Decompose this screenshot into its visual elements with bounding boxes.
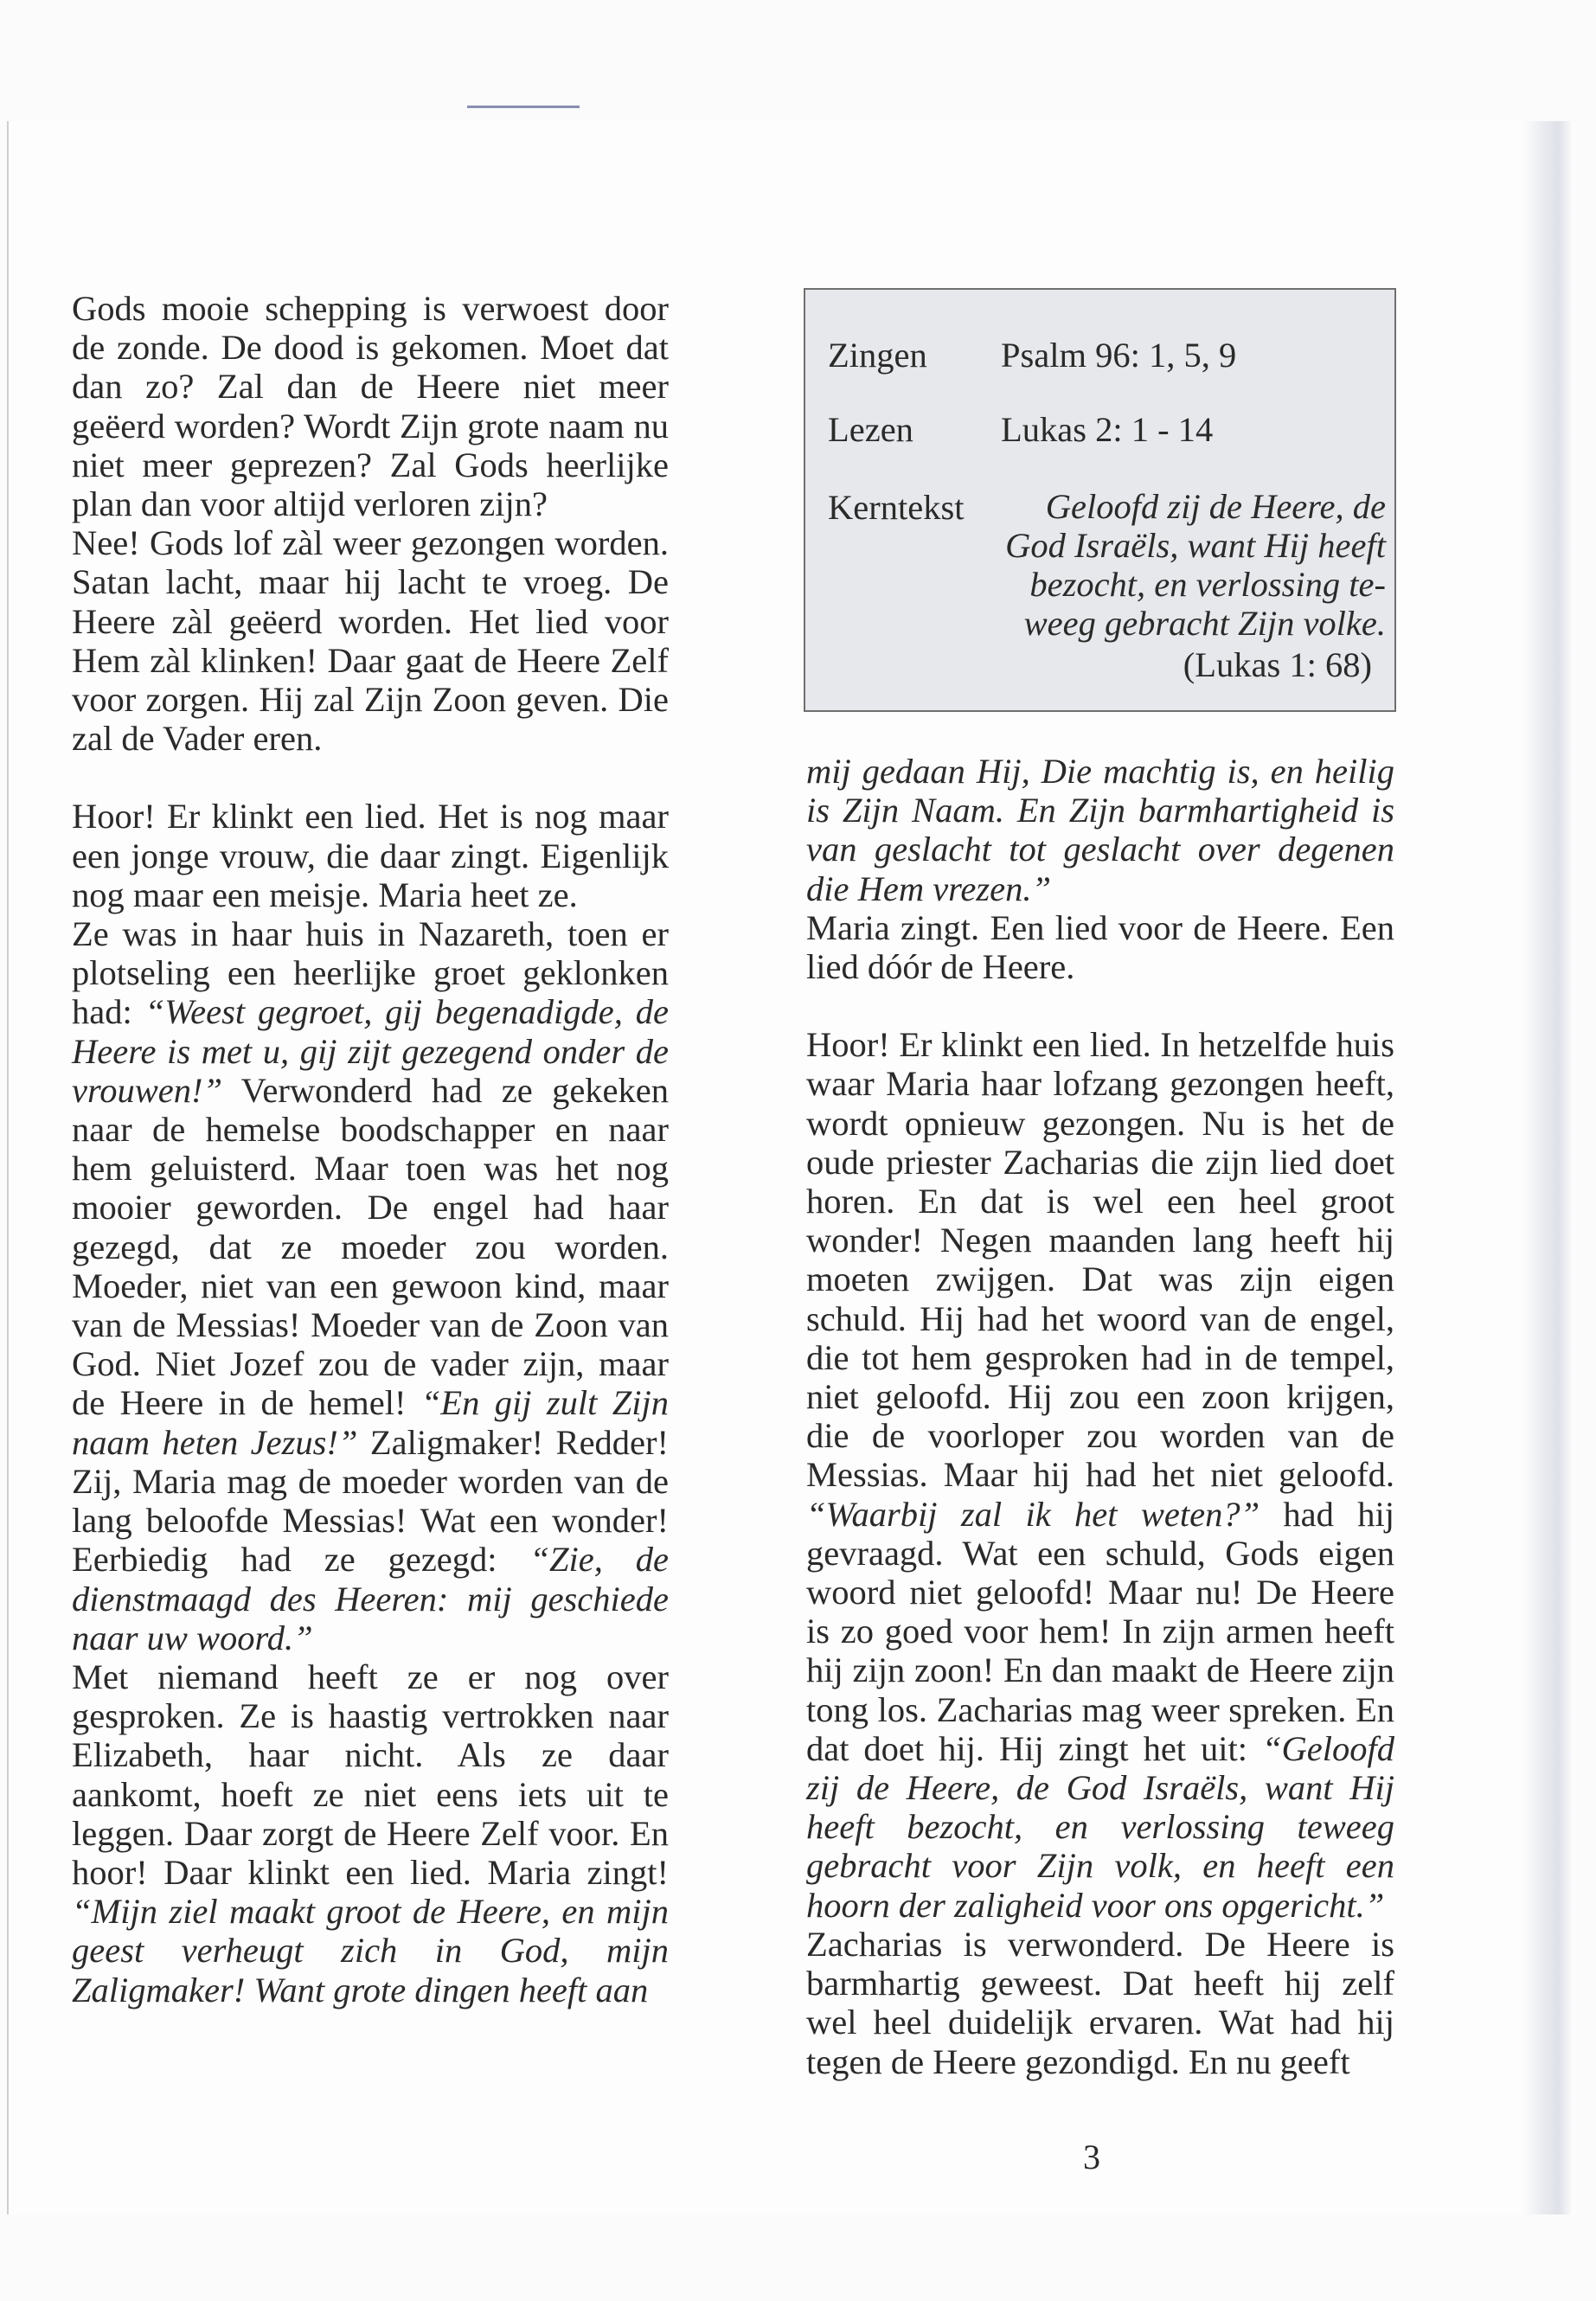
reading-info-box: [804, 288, 1396, 712]
info-label: Kerntekst: [828, 488, 965, 527]
top-rule: [467, 106, 580, 108]
quote: “Waarbij zal ik het weten?”: [806, 1494, 1260, 1534]
info-label: Zingen: [828, 336, 927, 375]
info-label: Lezen: [828, 410, 913, 449]
right-column: [806, 752, 1394, 2081]
paragraph: Hoor! Er klinkt een lied. Het is nog maar een jonge vrouw, die daar zingt. Eigenlijk nog maar een meisje. Maria heet ze.: [72, 797, 669, 914]
paragraph: Met niemand heeft ze er nog over gesproken. Ze is haastig vertrokken naar Elizabeth, haar nicht. Als ze daar aankomt, hoeft ze niet eens iets uit te leggen. Daar zorgt de Heere Zelf voor. En hoor! Daar klinkt een lied. Maria zingt! “Mijn ziel maakt groot de Heere, en mijn geest verheugt zich in God, mijn Zaligmaker! Want grote dingen heeft aan: [72, 1657, 669, 2009]
left-column: [72, 289, 669, 2009]
paragraph: Maria zingt. Een lied voor de Heere. Een lied dóór de Heere.: [806, 907, 1394, 987]
paragraph: Ze was in haar huis in Nazareth, toen er plotseling een heerlijke groet geklonken had: “Weest gegroet, gij begenadigde, de Heere is met u, gij zijt gezegend onder de vrouwen!” Verwonderd had ze gekeken naar de hemelse boodschapper en naar hem geluisterd. Maar toen was het nog mooier geworden. De engel had haar gezegd, dat ze moeder zou worden. Moeder, niet van een gewoon kind, maar van de Messias! Moeder van de Zoon van God. Niet Jozef zou de vader zijn, maar de Heere in de hemel! “En gij zult Zijn naam heten Jezus!” Zaligmaker! Redder! Zij, Maria mag de moeder worden van de lang beloofde Messias! Wat een wonder! Eerbiedig had ze gezegd: “Zie, de dienstmaagd des Heeren: mij geschiede naar uw woord.”: [72, 914, 669, 1657]
verse-reference: (Lukas 1: 68): [1183, 645, 1372, 684]
paragraph: Hoor! Er klinkt een lied. In hetzelfde huis waar Maria haar lofzang gezongen heeft, wordt opnieuw gezongen. Nu is het de oude priester Zacharias die zijn lied doet horen. En dat is wel een heel groot wonder! Negen maanden lang heeft hij moeten zwijgen. Dat was zijn eigen schuld. Hij had het woord van de engel, die tot hem gesproken had in de tempel, niet geloofd. Hij zou een zoon krijgen, die de voorloper zou worden van de Messias. Maar hij had het niet geloofd. “Waarbij zal ik het weten?” had hij gevraagd. Wat een schuld, Gods eigen woord niet geloofd! Maar nu! De Heere is zo goed voor hem! In zijn armen heeft hij zijn zoon! En dan maakt de Heere zijn tong los. Zacharias mag weer spreken. En dat doet hij. Hij zingt het uit: “Geloofd zij de Heere, de God Israëls, want Hij heeft bezocht, en verlossing teweeg gebracht voor Zijn volk, en heeft een hoorn der zaligheid voor ons opgericht.”: [806, 1025, 1394, 1925]
info-value: Geloofd zij de Heere, de God Israëls, want Hij heeft bezocht, en verlossing te- weeg gebracht Zijn volke.: [1005, 487, 1386, 643]
page-number: 3: [1083, 2138, 1100, 2176]
paragraph: Nee! Gods lof zàl weer gezongen worden. Satan lacht, maar hij lacht te vroeg. De Heere zàl geëerd worden. Het lied voor Hem zàl klinken! Daar gaat de Heere Zelf voor zorgen. Hij zal Zijn Zoon geven. Die zal de Vader eren.: [72, 523, 669, 759]
paragraph: [806, 752, 1394, 908]
paragraph: Gods mooie schepping is verwoest door de zonde. De dood is gekomen. Moet dat dan zo? Zal dan de Heere niet meer geëerd worden? Wordt Zijn grote naam nu niet meer geprezen? Zal Gods heerlijke plan dan voor altijd verloren zijn?: [72, 289, 669, 524]
quote: “Mijn ziel maakt groot de Heere, en mijn geest verheugt zich in God, mijn Zaligmaker! Want grote dingen heeft aan: [72, 1892, 669, 2009]
page-edge-shadow: [1522, 121, 1574, 2214]
info-value: Psalm 96: 1, 5, 9: [1001, 336, 1237, 375]
quote: “Weest gegroet, gij begenadigde, de Heere is met u, gij zijt gezegend onder de vrouwen!”: [72, 992, 669, 1110]
info-value: Lukas 2: 1 - 14: [1001, 410, 1214, 449]
quote: “Zie, de dienstmaagd des Heeren: mij geschiede naar uw woord.”: [72, 1540, 669, 1657]
paragraph: Zacharias is verwonderd. De Heere is barmhartig geweest. Dat heeft hij zelf wel heel duidelijk ervaren. Wat had hij tegen de Heere gezondigd. En nu geeft: [806, 1924, 1394, 2081]
quote: mij gedaan Hij, Die machtig is, en heilig is Zijn Naam. En Zijn barmhartigheid is van geslacht tot geslacht over degenen die Hem vrezen.”: [806, 752, 1394, 908]
quote: “Geloofd zij de Heere, de God Israëls, want Hij heeft bezocht, en verlossing teweeg gebracht voor Zijn volk, en heeft een hoorn der zaligheid voor ons opgericht.”: [806, 1728, 1394, 1925]
quote: “En gij zult Zijn naam heten Jezus!”: [72, 1383, 669, 1462]
